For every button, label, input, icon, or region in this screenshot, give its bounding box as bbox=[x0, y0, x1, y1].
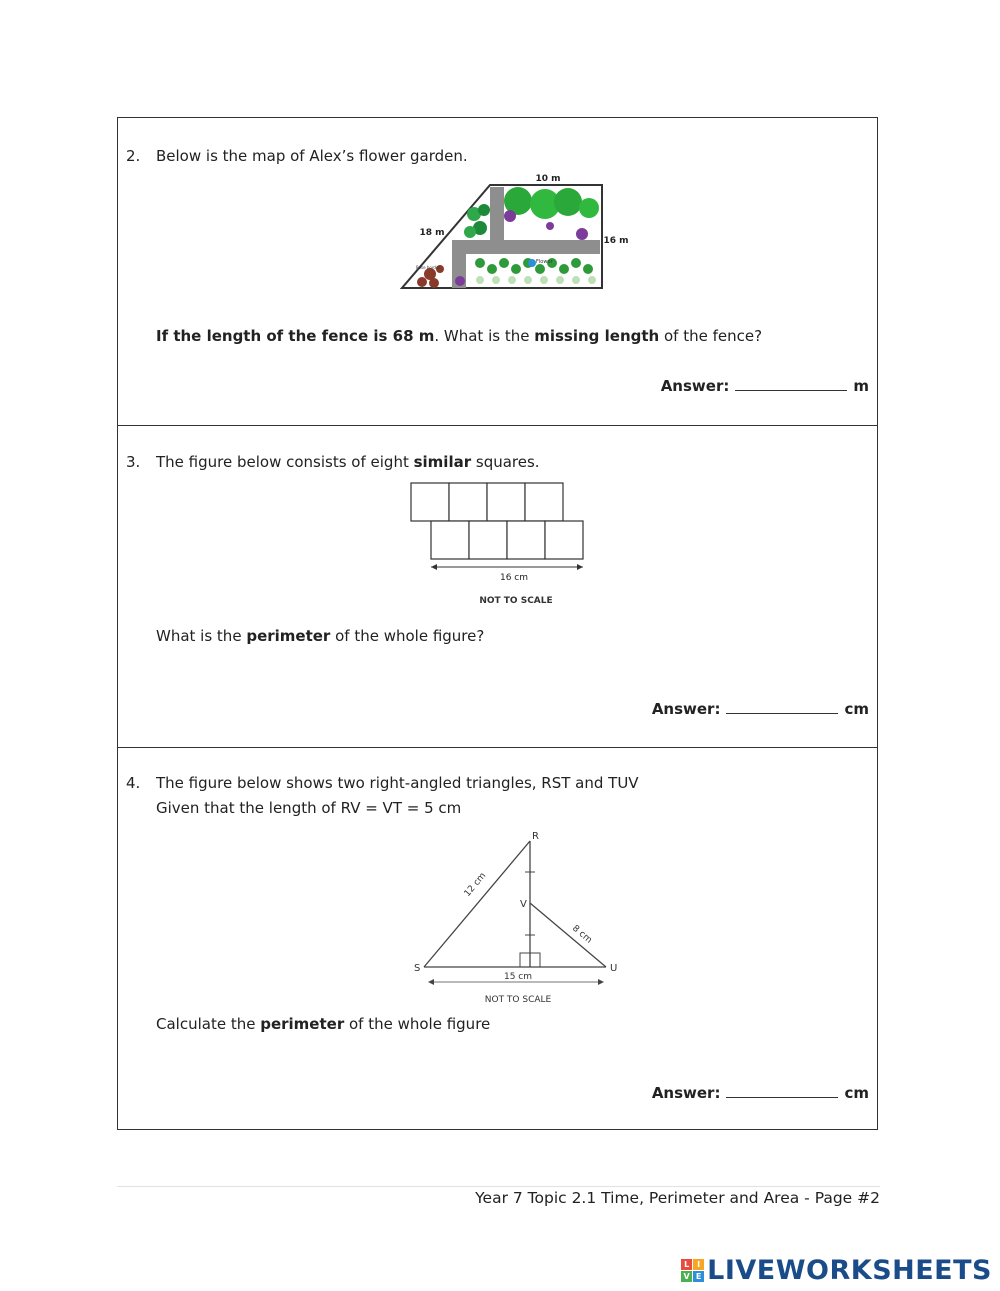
garden-path-vertical bbox=[490, 187, 504, 247]
flower-label: Flower bbox=[536, 259, 553, 265]
side-su-label: 15 cm bbox=[503, 972, 533, 982]
square bbox=[449, 483, 487, 521]
prompt-part: squares. bbox=[471, 453, 540, 471]
logo-block: I bbox=[693, 1259, 704, 1270]
question-given: Given that the length of RV = VT = 5 cm bbox=[156, 799, 462, 817]
answer-row bbox=[661, 376, 869, 395]
question-text bbox=[156, 627, 484, 645]
question-number: 4. bbox=[126, 774, 141, 792]
garden-map-figure bbox=[400, 170, 632, 294]
question-part: What is the bbox=[156, 627, 247, 645]
logo-block: E bbox=[693, 1271, 704, 1282]
arrow-left bbox=[428, 979, 434, 985]
squares-figure bbox=[408, 481, 588, 607]
footer-divider bbox=[117, 1186, 880, 1187]
vertex-s-label: S bbox=[414, 963, 421, 974]
bottom-row-squares bbox=[431, 521, 583, 559]
top-length-label: 10 m bbox=[535, 174, 561, 184]
arrow-right bbox=[598, 979, 604, 985]
question-prompt bbox=[156, 453, 540, 471]
question-part: of the whole figure? bbox=[330, 627, 485, 645]
logo-block: V bbox=[681, 1271, 692, 1282]
answer-input[interactable] bbox=[735, 376, 847, 391]
question-part: If the length of the fence is 68 m bbox=[156, 327, 435, 345]
square bbox=[525, 483, 563, 521]
question-prompt: Below is the map of Alex’s flower garden. bbox=[156, 147, 468, 165]
question-part: of the fence? bbox=[659, 327, 763, 345]
side-rs-label: 12 cm bbox=[462, 871, 489, 899]
square bbox=[487, 483, 525, 521]
answer-label: Answer: bbox=[660, 377, 730, 395]
not-to-scale-note: NOT TO SCALE bbox=[484, 995, 552, 1005]
vertex-u-label: U bbox=[610, 963, 618, 974]
logo-blocks-icon bbox=[681, 1259, 704, 1282]
garden-path-horizontal bbox=[452, 240, 600, 254]
side-rs bbox=[424, 841, 530, 967]
question-4 bbox=[118, 747, 877, 1131]
prompt-part: similar bbox=[413, 453, 472, 471]
right-length-label: 16 m bbox=[603, 236, 629, 246]
question-prompt: The figure below shows two right-angled triangles, RST and TUV bbox=[156, 774, 639, 792]
question-part: . What is the bbox=[434, 327, 535, 345]
question-text bbox=[156, 327, 762, 345]
dimension-label: 16 cm bbox=[499, 573, 529, 583]
arrow-left bbox=[431, 564, 437, 570]
answer-label: Answer: bbox=[651, 1084, 721, 1102]
square bbox=[411, 483, 449, 521]
answer-label: Answer: bbox=[651, 700, 721, 718]
question-part: of the whole figure bbox=[344, 1015, 491, 1033]
question-part: Calculate the bbox=[156, 1015, 261, 1033]
answer-input[interactable] bbox=[726, 1083, 838, 1098]
answer-row bbox=[652, 1083, 869, 1102]
answer-input[interactable] bbox=[726, 699, 838, 714]
arrow-right bbox=[577, 564, 583, 570]
vertex-v-label: V bbox=[520, 899, 527, 910]
answer-unit: m bbox=[853, 377, 869, 395]
question-part: missing length bbox=[534, 327, 660, 345]
triangles-figure bbox=[412, 827, 628, 1007]
worksheet-frame bbox=[117, 117, 878, 1130]
answer-unit: cm bbox=[844, 1084, 869, 1102]
side-vu bbox=[530, 903, 606, 967]
vertex-r-label: R bbox=[532, 831, 539, 842]
question-number: 3. bbox=[126, 453, 141, 471]
side-vu-label: 8 cm bbox=[570, 923, 594, 946]
liveworksheets-logo[interactable] bbox=[681, 1254, 992, 1286]
rose-border-label: Rose border bbox=[416, 265, 441, 270]
prompt-part: The figure below consists of eight bbox=[156, 453, 414, 471]
square bbox=[469, 521, 507, 559]
logo-text: LIVEWORKSHEETS bbox=[707, 1254, 992, 1286]
question-part: perimeter bbox=[260, 1015, 345, 1033]
question-text bbox=[156, 1015, 490, 1033]
logo-block: L bbox=[681, 1259, 692, 1270]
square bbox=[507, 521, 545, 559]
not-to-scale-note: NOT TO SCALE bbox=[479, 596, 553, 606]
answer-unit: cm bbox=[844, 700, 869, 718]
question-3 bbox=[118, 425, 877, 748]
top-row-squares bbox=[411, 483, 563, 521]
square bbox=[431, 521, 469, 559]
question-part: perimeter bbox=[246, 627, 331, 645]
page-footer: Year 7 Topic 2.1 Time, Perimeter and Area - Page #2 bbox=[475, 1189, 880, 1207]
answer-row bbox=[652, 699, 869, 718]
question-number: 2. bbox=[126, 147, 141, 165]
question-2 bbox=[118, 118, 877, 426]
square bbox=[545, 521, 583, 559]
left-length-label: 18 m bbox=[419, 228, 445, 238]
